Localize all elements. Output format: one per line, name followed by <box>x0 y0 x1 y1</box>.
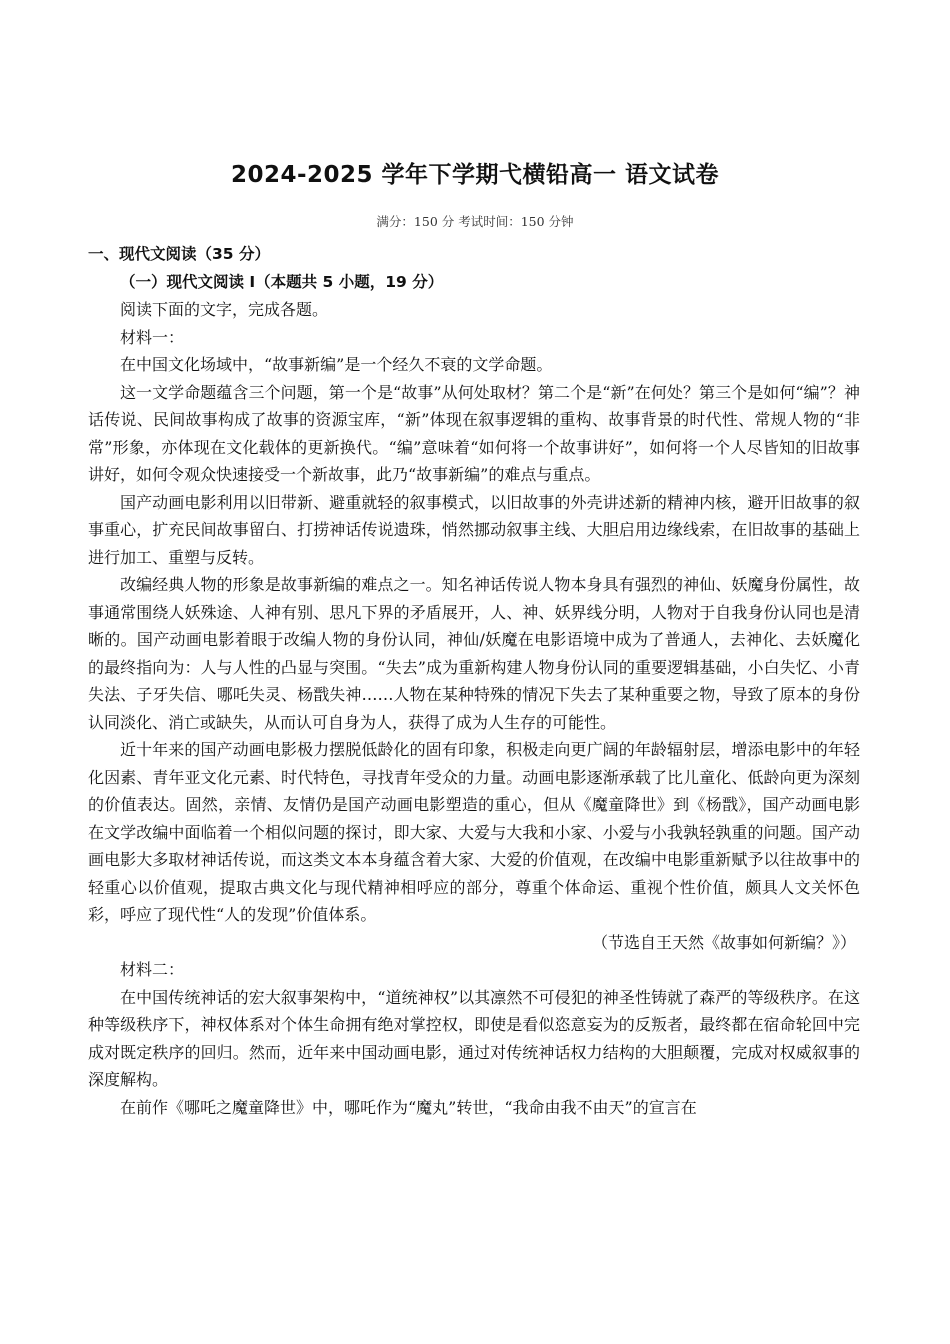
page-title: 2024-2025 学年下学期弋横铅高一 语文试卷 <box>230 162 720 188</box>
material-one-source: （节选自王天然《故事如何新编？》） <box>591 932 856 952</box>
material-one-paragraph: 改编经典人物的形象是故事新编的难点之一。知名神话传说人物本身具有强烈的神仙、妖魔身份属性，故事通常围绕人妖殊途、人神有别、思凡下界的矛盾展开，人、神、妖界线分明，人物对于自我身份认同也是清晰的。国产动画电影着眼于改编人物的身份认同，神仙/妖魔在电影语境中成为了普通人，去神化、去妖魔化的最终指向为：人与人性的凸显与突围。“失去”成为重新构建人物身份认同的重要逻辑基础，小白失忆、小青失法、子牙失信、哪吒失灵、杨戬失神……人物在某种特殊的情况下失去了某种重要之物，导致了原本的身份认同淡化、消亡或缺失，从而认可自身为人，获得了成为人生存的可能性。 <box>88 575 860 732</box>
material-two-paragraph: 在中国传统神话的宏大叙事架构中，“道统神权”以其凛然不可侵犯的神圣性铸就了森严的等级秩序。在这种等级秩序下，神权体系对个体生命拥有绝对掌控权，即使是看似恣意妄为的反叛者，最终都在宿命轮回中完成对既定秩序的回归。然而，近年来中国动画电影，通过对传统神话权力结构的大胆颠覆，完成对权威叙事的深度解构。 <box>88 987 860 1089</box>
section-heading: 一、现代文阅读（35 分） <box>88 245 270 263</box>
material-one-paragraph: 这一文学命题蕴含三个问题，第一个是“故事”从何处取材？第二个是“新”在何处？第三个是如何“编”？神话传说、民间故事构成了故事的资源宝库，“新”体现在叙事逻辑的重构、故事背景的时代性、常规人物的“非常”形象，亦体现在文化载体的更新换代。“编”意味着“如何将一个故事讲好”，如何将一个人尽皆知的旧故事讲好，如何令观众快速接受一个新故事，此乃“故事新编”的难点与重点。 <box>88 382 860 484</box>
reading-instruction: 阅读下面的文字，完成各题。 <box>120 300 329 319</box>
exam-info: 满分：150 分 考试时间：150 分钟 <box>376 214 574 229</box>
material-one-paragraph: 国产动画电影利用以旧带新、避重就轻的叙事模式，以旧故事的外壳讲述新的精神内核，避开旧故事的叙事重心，扩充民间故事留白、打捞神话传说遗珠，悄然挪动叙事主线、大胆启用边缘线索，在旧故事的基础上进行加工、重塑与反转。 <box>88 492 860 567</box>
subsection-heading: （一）现代文阅读 I（本题共 5 小题，19 分） <box>120 272 444 291</box>
material-one-label: 材料一： <box>120 327 185 347</box>
material-two-paragraph: 在前作《哪吒之魔童降世》中，哪吒作为“魔丸”转世，“我命由我不由天”的宣言在 <box>120 1097 697 1117</box>
material-one-paragraph: 近十年来的国产动画电影极力摆脱低龄化的固有印象，积极走向更广阔的年龄辐射层，增添电影中的年轻化因素、青年亚文化元素、时代特色，寻找青年受众的力量。动画电影逐渐承载了比儿童化、低龄向更为深刻的价值表达。固然，亲情、友情仍是国产动画电影塑造的重心，但从《魔童降世》到《杨戬》，国产动画电影在文学改编中面临着一个相似问题的探讨，即大家、大爱与大我和小家、小爱与小我孰轻孰重的问题。国产动画电影大多取材神话传说，而这类文本本身蕴含着大家、大爱的价值观，在改编中电影重新赋予以往故事中的轻重心以价值观，提取古典文化与现代精神相呼应的部分，尊重个体命运、重视个性价值，颇具人文关怀色彩，呼应了现代性“人的发现”价值体系。 <box>88 740 860 924</box>
material-two-label: 材料二： <box>120 960 185 979</box>
material-one-paragraph: 在中国文化场域中，“故事新编”是一个经久不衰的文学命题。 <box>120 355 553 374</box>
exam-content <box>88 241 860 1121</box>
